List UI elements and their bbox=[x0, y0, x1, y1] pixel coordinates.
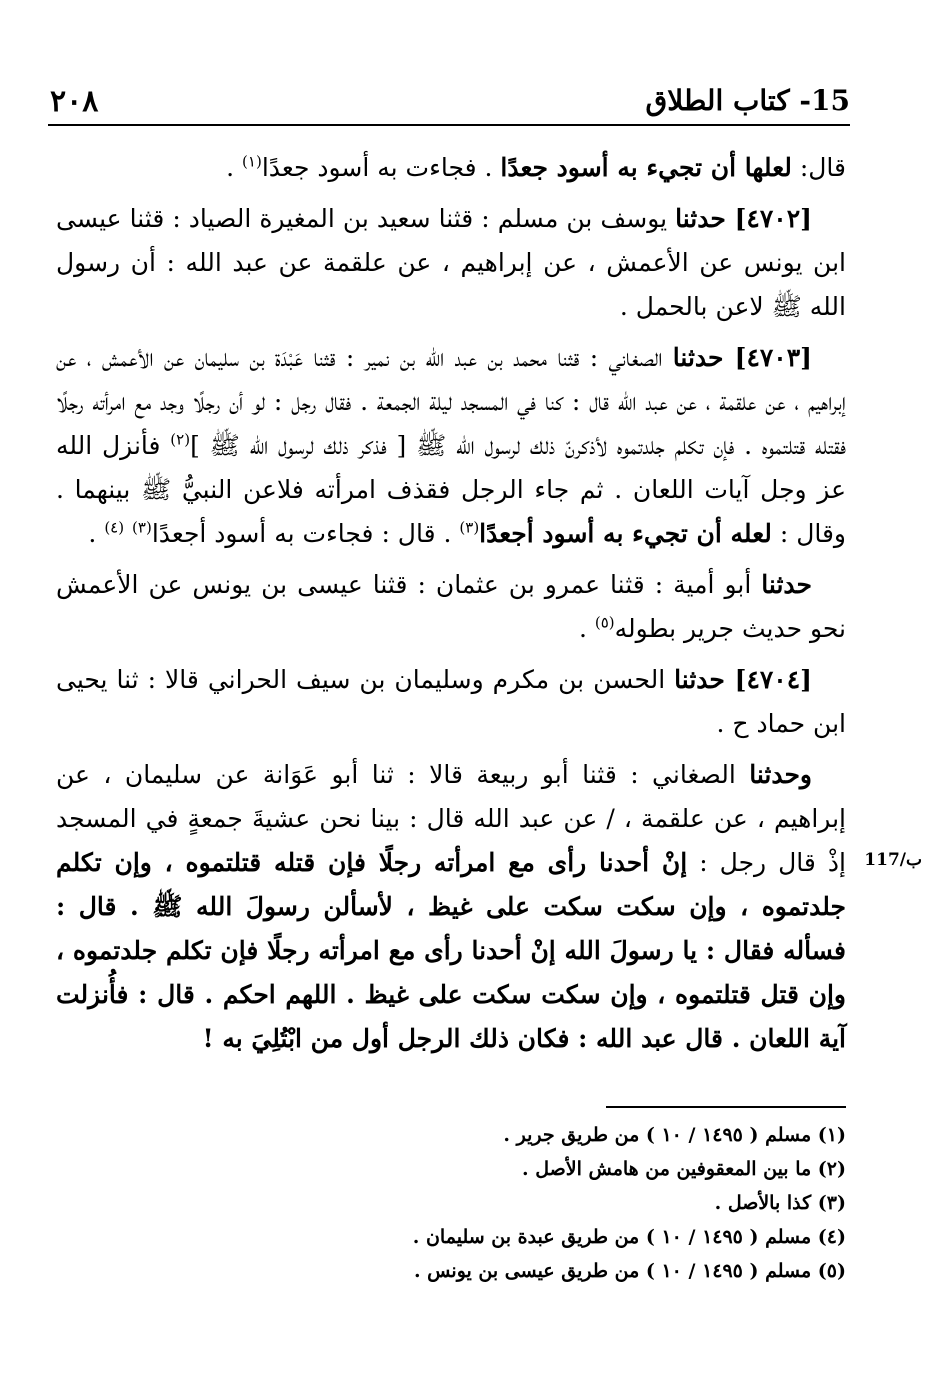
hadith-4704 bbox=[56, 658, 846, 746]
text: . bbox=[578, 614, 595, 643]
paragraph-1 bbox=[56, 146, 846, 190]
text: يوسف بن مسلم : قثنا سعيد بن المغيرة الصياد : قثنا عيسى ابن يونس عن الأعمش ، عن إبراهيم ، عن علقمة عن عبد الله : أن رسول الله ﷺ لاعن بالحمل . bbox=[56, 204, 846, 321]
hadith-number: وحدثنا bbox=[749, 760, 812, 789]
footnote-rule bbox=[606, 1106, 846, 1108]
text bbox=[124, 519, 132, 548]
text: الحسن بن مكرم وسليمان بن سيف الحراني قالا : ثنا يحيى ابن حماد ح . bbox=[56, 665, 846, 738]
text: قال: bbox=[791, 153, 846, 182]
text: . قال : فجاءت به أسود أجعدًا bbox=[151, 519, 460, 548]
hadith-number: [٤٧٠٢] حدثنا bbox=[675, 204, 812, 233]
hadith-number: [٤٧٠٣] حدثنا bbox=[672, 343, 813, 372]
main-text bbox=[56, 146, 846, 1068]
footnote-marker: (٤) bbox=[104, 518, 125, 537]
footnotes bbox=[56, 1118, 846, 1288]
hadith-4703 bbox=[56, 336, 846, 556]
hadith-quote: لعلها أن تجيء به أسود جعدًا bbox=[500, 153, 792, 182]
hadith-quote: إنْ أحدنا رأى مع امرأته رجلًا فإن قتله قتلتموه ، وإن تكلم جلدتموه ، وإن سكت سكت على غيظ ، لأسألن رسولَ الله ﷺ . قال : فسأله فقال : يا رسولَ الله إنْ أحدنا رأى مع امرأته رجلًا فإن تكلم جلدتموه ، وإن قتل قتلتموه ، وإن سكت سكت على غيظ . اللهم احكم . قال : فأُنزلت آية اللعان . قال عبد الله : فكان ذلك الرجل أول من ابْتُلِيَ به ! bbox=[56, 848, 846, 1053]
hadith-4702 bbox=[56, 197, 846, 329]
hadith-number: حدثنا bbox=[761, 570, 812, 599]
text: أبو أمية : قثنا عمرو بن عثمان : قثنا عيسى بن يونس عن الأعمش نحو حديث جرير بطوله bbox=[56, 570, 846, 643]
footnote-marker: (٥) bbox=[594, 613, 615, 632]
page-header bbox=[50, 84, 850, 120]
footnote: (١) مسلم ( ١٤٩٥ / ١٠ ) من طريق جرير . bbox=[503, 1124, 846, 1146]
header-rule bbox=[48, 124, 850, 126]
text: . فجاءت به أسود جعدًا bbox=[261, 153, 501, 182]
footnote-marker: (٣) bbox=[459, 518, 480, 537]
footnote-marker: (١) bbox=[242, 152, 262, 171]
footnote: (٥) مسلم ( ١٤٩٥ / ١٠ ) من طريق عيسى بن يونس . bbox=[413, 1260, 846, 1282]
footnote-marker: (٣) bbox=[132, 518, 152, 537]
footnote: (٣) كذا بالأصل . bbox=[714, 1192, 846, 1214]
text: . bbox=[88, 519, 105, 548]
text: فأنزل الله عز وجل آيات اللعان . ثم جاء الرجل فقذف امرأته فلاعن النبيُّ ﷺ بينهما . وقال : bbox=[56, 431, 846, 548]
footnote: (٢) ما بين المعقوفين من هامش الأصل . bbox=[522, 1158, 846, 1180]
hadith-chain-2 bbox=[56, 753, 846, 1061]
text: الصغاني : قثنا محمد بن عبد الله بن نمير : قثنا عَبْدَة بن سليمان عن الأعمش ، عن إبراهيم ، عن علقمة ، عن عبد الله قال : كنا في المسجد ليلة الجمعة . فقال رجل : لو أن رجلًا وجد مع امرأته رجلًا فقتله قتلتموه . فإن تكلم جلدتموه لأذكرنّ ذلك لرسول الله ﷺ [ فذكر ذلك لرسول الله ﷺ ] bbox=[56, 343, 846, 460]
text: . bbox=[226, 153, 243, 182]
hadith-quote: لعله أن تجيء به أسود أجعدًا bbox=[479, 519, 772, 548]
hadith-number: [٤٧٠٤] حدثنا bbox=[674, 665, 812, 694]
manuscript-folio-note: 117/ب bbox=[864, 850, 922, 870]
text: الصغاني : قثنا أبو ربيعة قالا : ثنا أبو عَوَانة عن سليمان ، عن إبراهيم ، عن علقمة ، / عن عبد الله قال : بينا نحن عشيةَ جمعةٍ في المسجد إذْ قال رجل : bbox=[56, 760, 846, 877]
footnote: (٤) مسلم ( ١٤٩٥ / ١٠ ) من طريق عبدة بن سليمان . bbox=[412, 1226, 846, 1248]
running-title: 15- كتاب الطلاق bbox=[645, 84, 850, 117]
page-number: ٢٠٨ bbox=[50, 84, 99, 119]
hadith-chain bbox=[56, 563, 846, 651]
footnote-marker: (٢) bbox=[170, 430, 191, 449]
